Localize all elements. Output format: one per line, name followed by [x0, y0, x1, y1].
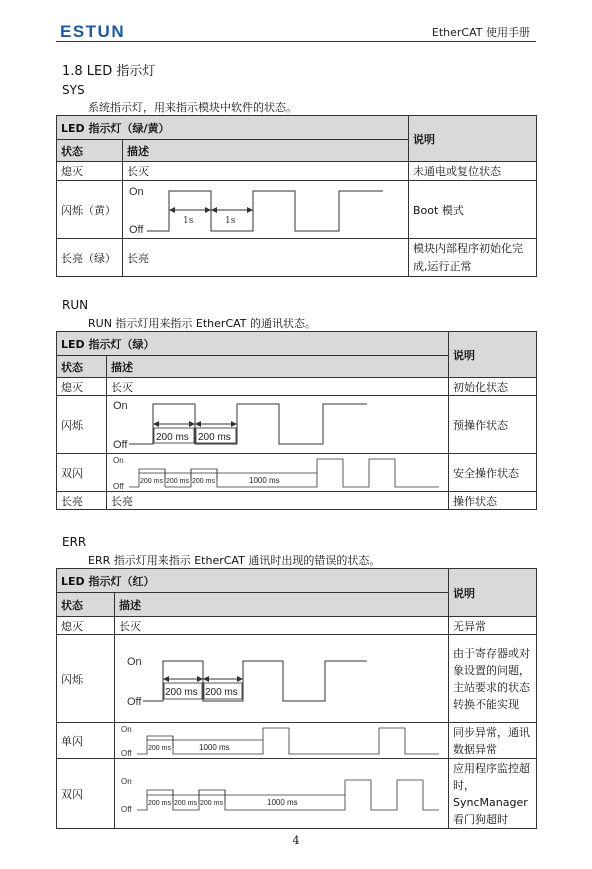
- on-label: On: [129, 185, 144, 198]
- state-cell: 长亮: [57, 492, 107, 510]
- interval-label: 200 ms: [148, 744, 171, 752]
- sys-led-table: [56, 115, 537, 277]
- interval-label: 1s: [183, 215, 194, 226]
- double-blink-timing-diagram: [107, 454, 449, 492]
- off-label: Off: [127, 695, 142, 708]
- state-cell: 闪烁: [57, 396, 107, 454]
- waveform-diagram: [117, 774, 445, 814]
- interval-label: 1000 ms: [199, 742, 230, 752]
- table-row: [57, 239, 537, 277]
- run-label: RUN: [62, 298, 89, 312]
- err-led-table: [56, 568, 537, 829]
- interval-label: 200 ms: [174, 799, 197, 807]
- interval-label: 1000 ms: [249, 475, 280, 485]
- state-cell: 闪烁（黄）: [57, 181, 123, 239]
- state-cell: 长亮（绿）: [57, 239, 123, 277]
- single-blink-timing-diagram: [115, 723, 449, 759]
- state-cell: 熄灭: [57, 617, 115, 635]
- note-cell: 无异常: [449, 617, 537, 635]
- table-row: [57, 454, 537, 492]
- table-row: [57, 759, 537, 829]
- note-cell: 由于寄存器或对象设置的问题，主站要求的状态转换不能实现: [449, 635, 537, 723]
- interval-label: 200 ms: [198, 431, 231, 443]
- note-cell: 应用程序监控超时，SyncManager 看门狗超时: [449, 759, 537, 829]
- note-cell: 同步异常，通讯数据异常: [449, 723, 537, 759]
- table-row: [57, 635, 537, 723]
- interval-label: 200 ms: [165, 686, 198, 698]
- off-label: Off: [113, 438, 128, 451]
- sys-col-state: 状态: [57, 140, 123, 162]
- header-divider: [56, 41, 536, 42]
- waveform-diagram: [109, 455, 445, 491]
- off-label: Off: [129, 223, 144, 236]
- interval-label: 200 ms: [205, 686, 238, 698]
- interval-label: 200 ms: [200, 799, 223, 807]
- on-label: On: [121, 776, 132, 786]
- note-cell: 预操作状态: [449, 396, 537, 454]
- sys-table-header: LED 指示灯（绿/黄）: [57, 116, 409, 140]
- interval-label: 200 ms: [192, 477, 215, 485]
- run-col-desc: 描述: [107, 356, 449, 378]
- page-number: 4: [292, 834, 300, 847]
- err-col-desc: 描述: [115, 593, 449, 617]
- state-cell: 单闪: [57, 723, 115, 759]
- table-row: [57, 396, 537, 454]
- run-description: RUN 指示灯用来指示 EtherCAT 的通讯状态。: [88, 317, 317, 330]
- interval-label: 200 ms: [140, 477, 163, 485]
- table-row: [57, 617, 537, 635]
- blink-timing-diagram: [123, 181, 409, 239]
- brand-logo: ESTUN: [60, 22, 126, 41]
- interval-label: 1s: [225, 215, 236, 226]
- on-label: On: [121, 724, 132, 734]
- sys-label: SYS: [62, 83, 85, 97]
- err-col-note: 说明: [449, 569, 537, 617]
- blink-timing-diagram: [115, 635, 449, 723]
- state-cell: 熄灭: [57, 162, 123, 181]
- table-row: [57, 162, 537, 181]
- state-cell: 闪烁: [57, 635, 115, 723]
- desc-cell: 长亮: [123, 239, 409, 277]
- double-blink-timing-diagram: [115, 759, 449, 829]
- waveform-diagram: [117, 724, 445, 758]
- table-row: [57, 492, 537, 510]
- note-cell: 初始化状态: [449, 378, 537, 396]
- note-cell: 未通电或复位状态: [409, 162, 537, 181]
- table-row: [57, 378, 537, 396]
- waveform-diagram: [125, 183, 405, 237]
- err-description: ERR 指示灯用来指示 EtherCAT 通讯时出现的错误的状态。: [88, 554, 381, 567]
- err-table-header: LED 指示灯（红）: [57, 569, 449, 593]
- table-row: [57, 723, 537, 759]
- sys-description: 系统指示灯，用来指示模块中软件的状态。: [88, 101, 297, 114]
- off-label: Off: [113, 481, 124, 491]
- sys-col-desc: 描述: [123, 140, 409, 162]
- interval-label: 1000 ms: [267, 797, 298, 807]
- interval-label: 200 ms: [148, 799, 171, 807]
- waveform-diagram: [109, 398, 445, 452]
- waveform-diagram: [117, 649, 445, 709]
- table-row: [57, 181, 537, 239]
- interval-label: 200 ms: [166, 477, 189, 485]
- run-table-header: LED 指示灯（绿）: [57, 332, 449, 356]
- off-label: Off: [121, 804, 132, 814]
- interval-label: 200 ms: [156, 431, 189, 443]
- run-led-table: [56, 331, 537, 510]
- state-cell: 双闪: [57, 759, 115, 829]
- manual-title: EtherCAT 使用手册: [431, 26, 530, 39]
- on-label: On: [113, 399, 128, 412]
- run-col-state: 状态: [57, 356, 107, 378]
- state-cell: 双闪: [57, 454, 107, 492]
- note-cell: 操作状态: [449, 492, 537, 510]
- err-label: ERR: [62, 535, 87, 549]
- err-col-state: 状态: [57, 593, 115, 617]
- note-cell: 模块内部程序初始化完成,运行正常: [409, 239, 537, 277]
- desc-cell: 长灭: [123, 162, 409, 181]
- blink-timing-diagram: [107, 396, 449, 454]
- state-cell: 熄灭: [57, 378, 107, 396]
- run-col-note: 说明: [449, 332, 537, 378]
- on-label: On: [113, 455, 124, 465]
- note-cell: 安全操作状态: [449, 454, 537, 492]
- desc-cell: 长亮: [107, 492, 449, 510]
- desc-cell: 长灭: [107, 378, 449, 396]
- note-cell: Boot 模式: [409, 181, 537, 239]
- off-label: Off: [121, 748, 132, 758]
- section-title: 1.8 LED 指示灯: [62, 64, 156, 79]
- desc-cell: 长灭: [115, 617, 449, 635]
- on-label: On: [127, 655, 142, 668]
- sys-col-note: 说明: [409, 116, 537, 162]
